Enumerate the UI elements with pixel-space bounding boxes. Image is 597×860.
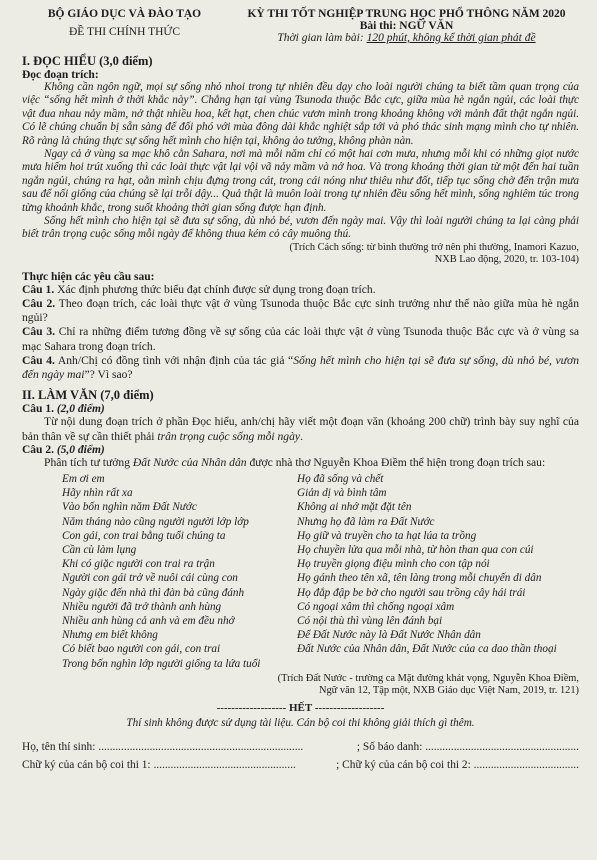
poem-line: Họ gánh theo tên xã, tên làng trong mỗi chuyến di dân [297, 572, 542, 585]
poem-line: Em ơi em [62, 472, 105, 485]
poem-line: Để Đất Nước này là Đất Nước Nhân dân [297, 629, 481, 642]
poem-line: Họ đã sống và chết [297, 472, 384, 485]
writing-section-title: II. LÀM VĂN (7,0 điểm) [22, 388, 154, 403]
poem-line: Vào bốn nghìn năm Đất Nước [62, 501, 197, 514]
proctor-signature-line [22, 759, 579, 771]
end-marker: ------------------- HẾT ------------------- [216, 701, 385, 714]
exam-title: KỲ THI TỐT NGHIỆP TRUNG HỌC PHỔ THÔNG NĂM 2020 [247, 8, 566, 20]
poem-excerpt [22, 472, 579, 671]
poem-line: Con gái, con trai bằng tuổi chúng ta [62, 529, 226, 542]
writing-q2-text: Phân tích tư tưởng Đất Nước của Nhân dân được nhà thơ Nguyễn Khoa Điềm thể hiện trong đoạn trích sau: [44, 455, 546, 469]
poem-right-column [297, 472, 579, 671]
tasks-title: Thực hiện các yêu cầu sau: [22, 270, 155, 283]
exam-header [22, 0, 579, 44]
exam-subject: Bài thi: NGỮ VĂN [359, 20, 454, 32]
proctor-1-signature: Chữ ký của cán bộ coi thi 1: .................................................. [22, 758, 296, 771]
exam-time: Thời gian làm bài: 120 phút, không kể thời gian phát đề [277, 32, 536, 44]
poem-line: Họ giữ và truyền cho ta hạt lúa ta trồng [297, 529, 477, 542]
ministry-name: BỘ GIÁO DỤC VÀ ĐÀO TẠO [47, 8, 202, 20]
passage-paragraph-1: Không cần ngôn ngữ, mọi sự sống nhỏ nhoi trong tự nhiên đều dạy cho loài người chúng ta biết tầm quan trọng của việc “sống hết mình ở thời khắc này”. Chẳng hạn tại vùng Tsunoda thuộc Bắc cực, giữa mùa hè ngắn ngủi, các loài thực vật đua nhau nảy mầm, nở thật nhiều hoa, kết hạt, chen chúc vươn mình trong khoảng không với mảnh đất thật ngắn ngủi. Có lẽ chúng chuẩn bị sẵn sàng để đối phó với mùa đông dài khắc nghiệt sắp tới và phó thác sinh mạng mình cho tự nhiên. Rõ ràng là chúng thực sự sống hết mình cho hiện tại, không ảo tưởng, không phàn nàn. [22, 81, 579, 147]
proctor-2-signature: ; Chữ ký của cán bộ coi thi 2: ..................................... [336, 758, 579, 771]
poem-line: Không ai nhớ mặt đặt tên [297, 501, 412, 514]
header-right [234, 8, 579, 44]
candidate-id-field: ; Số báo danh: ...................................................... [356, 740, 579, 753]
writing-q1-text: Từ nội dung đoạn trích ở phần Đọc hiểu, anh/chị hãy viết một đoạn văn (khoảng 200 chữ) trình bày suy nghĩ của bản thân về sự cần thiết phải trân trọng cuộc sống mỗi ngày. [22, 415, 579, 443]
poem-line: Nhưng em biết không [62, 629, 158, 642]
header-left [22, 8, 227, 44]
poem-line: Họ đắp đập be bờ cho người sau trồng cây hái trái [297, 586, 526, 599]
poem-line: Có ngoại xâm thì chống ngoại xâm [297, 600, 455, 613]
candidate-info-line [22, 741, 579, 753]
poem-line: Nhiều anh hùng cả anh và em đều nhớ [62, 614, 235, 627]
poem-line: Cần cù làm lụng [62, 543, 137, 556]
poem-line: Họ chuyền lửa qua mỗi nhà, từ hòn than qua con cúi [297, 543, 534, 556]
poem-line: Ngày giặc đến nhà thì đàn bà cũng đánh [62, 586, 245, 599]
poem-source: (Trích Đất Nước - trường ca Mặt đường khát vọng, Nguyễn Khoa Điềm, Ngữ văn 12, Tập một, NXB Giáo dục Việt Nam, 2019, tr. 121) [277, 672, 579, 697]
poem-left-column [22, 472, 297, 671]
poem-line: Hãy nhìn rất xa [62, 487, 133, 500]
passage-source: (Trích Cách sống: từ bình thường trở nên phi thường, Inamori Kazuo, NXB Lao động, 2020, tr. 103-104) [289, 241, 579, 266]
passage-label: Đọc đoạn trích: [22, 69, 99, 81]
reading-section-title: I. ĐỌC HIỂU (3,0 điểm) [22, 54, 153, 68]
poem-line: Đất Nước của Nhân dân, Đất Nước của ca dao thần thoại [297, 643, 557, 656]
poem-line: Nhiều người đã trở thành anh hùng [62, 600, 222, 613]
poem-line: Giản dị và bình tâm [297, 487, 387, 500]
poem-line: Có nội thù thì vùng lên đánh bại [297, 614, 443, 627]
poem-line: Có biết bao người con gái, con trai [62, 643, 221, 656]
passage-paragraph-2: Ngay cả ở vùng sa mạc khô cằn Sahara, nơi mà mỗi năm chỉ có một hai cơn mưa, nhưng mỗi khi có những giọt nước mưa hiếm hoi trút xuống thì các loài thực vật lại vội vã nảy mầm và nở hoa. Và trong khoảng thời gian từ một đến hai tuần ngắn ngủi, chúng ra hạt, oằn mình chịu đựng trong cát, trong cái nóng như thiêu như đốt, tiếp tục sống chờ đến trận mưa sau để nối giống của chúng sẽ lại trỗi dậy... Quả thật là muôn loài trong tự nhiên đều sống hết mình, sống nghiêm túc trong từng khoảnh khắc, trong suốt khoảng thời gian sống được hạn định. [22, 148, 579, 214]
writing-q1-heading: Câu 1. (2,0 điểm) [22, 403, 105, 416]
candidate-name-field: Họ, tên thí sinh: ........................................................................ [22, 740, 304, 753]
writing-q2-heading: Câu 2. (5,0 điểm) [22, 443, 105, 456]
poem-line: Khi có giặc người con trai ra trận [62, 558, 215, 571]
question-3: Câu 3. Chỉ ra những điểm tương đồng về sự sống của các loài thực vật ở vùng Tsunoda thuộc Bắc cực và ở vùng sa mạc Sahara trong đoạn trích. [22, 325, 579, 353]
passage-paragraph-3: Sống hết mình cho hiện tại sẽ đưa sự sống, dù nhỏ bé, vươn đến ngày mai. Vậy thì loài người chúng ta lại càng phải biết trân trọng cuộc sống mỗi ngày để không thua kém cỏ cây muông thú. [22, 215, 579, 241]
official-label: ĐỀ THI CHÍNH THỨC [68, 26, 181, 38]
exam-note: Thí sinh không được sử dụng tài liệu. Cán bộ coi thi không giải thích gì thêm. [126, 716, 475, 729]
poem-line: Người con gái trở về nuôi cái cùng con [62, 572, 238, 585]
poem-line: Nhưng họ đã làm ra Đất Nước [297, 515, 435, 528]
poem-line: Họ truyền giọng điệu mình cho con tập nói [297, 558, 490, 571]
question-2: Câu 2. Theo đoạn trích, các loài thực vật ở vùng Tsunoda thuộc Bắc cực sinh trưởng như thế nào giữa mùa hè ngắn ngủi? [22, 297, 579, 325]
poem-line: Trong bốn nghìn lớp người giống ta lứa tuổi [62, 657, 261, 670]
poem-line: Năm tháng nào cũng người người lớp lớp [62, 515, 249, 528]
poem-line [297, 657, 579, 671]
question-4: Câu 4. Anh/Chị có đồng tình với nhận định của tác giả “Sống hết mình cho hiện tại sẽ đưa sự sống, dù nhỏ bé, vươn đến ngày mai”? Vì sao? [22, 353, 579, 382]
question-1: Câu 1. Xác định phương thức biểu đạt chính được sử dụng trong đoạn trích. [22, 282, 376, 296]
